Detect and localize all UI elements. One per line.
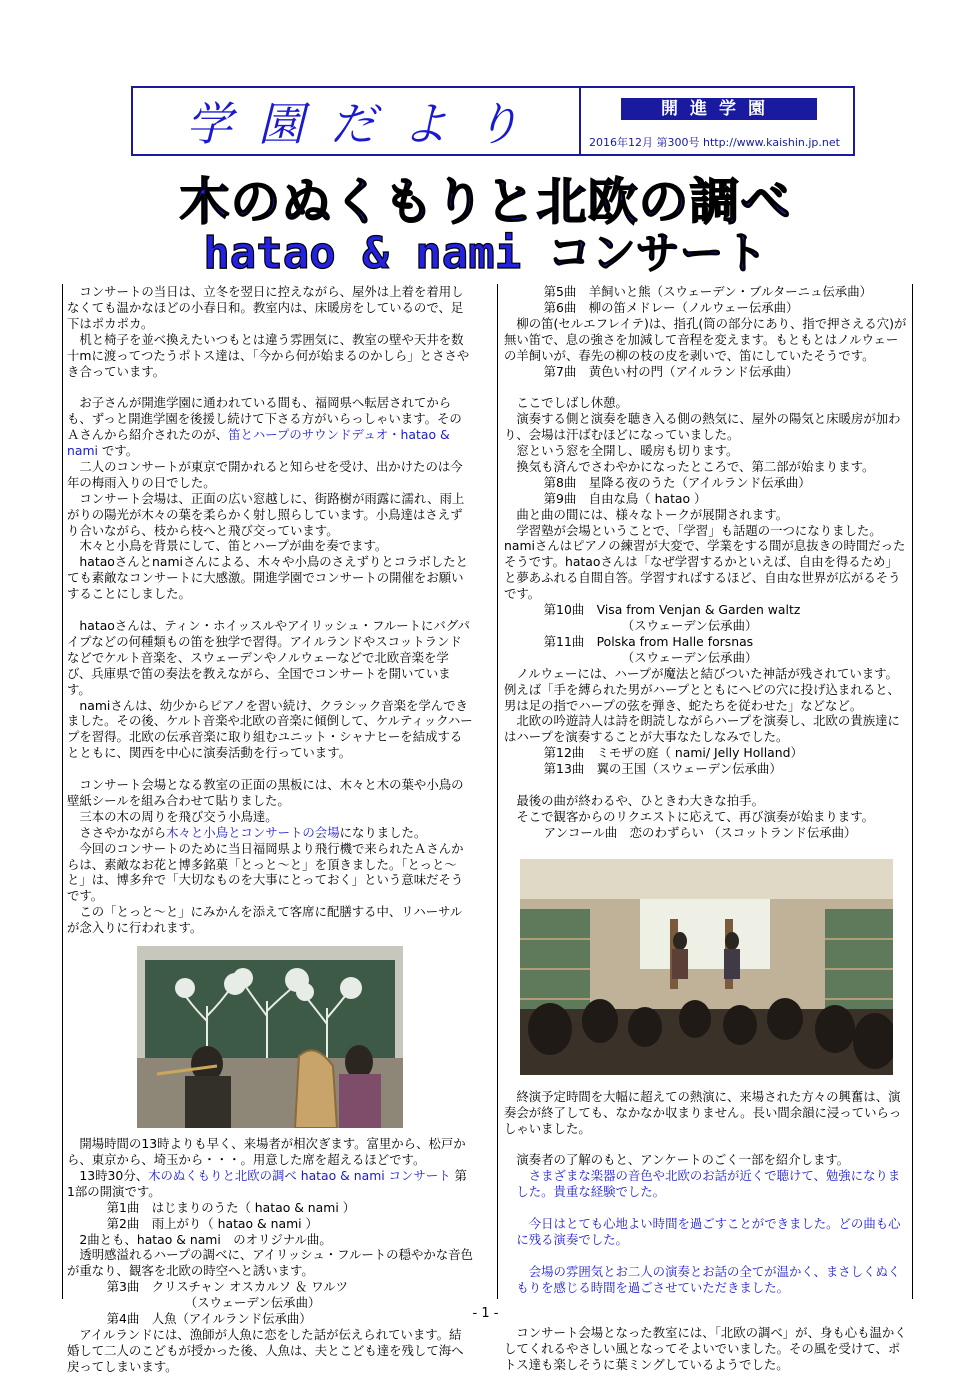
track-item: 第10曲 Visa from Venjan & Garden waltz <box>543 602 801 618</box>
paragraph: hataoさんとnamiさんによる、木々や小鳥のさえずりとコラボしたとても素敵なコンサートに大感激。開進学園でコンサートの開催をお願いすることにしました。 <box>67 554 468 602</box>
track-item: 第5曲 羊飼いと熊（スウェーデン・ブルターニュ伝承曲） <box>543 284 872 299</box>
issue-info: 2016年12月 第300号 http://www.kaishin.jp.net <box>589 136 840 149</box>
paragraph: 演奏する側と演奏を聴き入る側の熱気に、屋外の陽気と床暖房が加わり、会場は汗ばむほどになっていました。 <box>504 411 901 443</box>
page-number: - 1 - <box>472 1306 499 1321</box>
photo-performers <box>137 946 403 1128</box>
track-origin: （スウェーデン伝承曲） <box>621 618 758 634</box>
paragraph: 柳の笛(セルエフレイテ)は、指孔(筒の部分にあり、指で押さえる穴)が無い笛で、息の強さを加減して音程を変えます。もともとはノルウェーの羊飼いが、春先の柳の枝の皮を剥いで、笛にしていたそうです。 <box>504 315 907 363</box>
paragraph: この「とっと～と」にみかんを添えて客席に配膳する中、リハーサルが念入りに行われます。 <box>67 904 463 936</box>
subheadline: hatao & nami コンサート <box>203 228 768 279</box>
paragraph: 換気も済んでさわやかになったところで、第二部が始まります。 <box>516 458 875 474</box>
survey-quote: 今日はとても心地よい時間を過ごすことができました。どの曲も心に残る演奏でした。 <box>516 1215 901 1247</box>
headline: 木のぬくもりと北欧の調べ <box>179 173 792 231</box>
paragraph: お子さんが開進学園に通われている間も、福岡県へ転居されてからも、ずっと開進学園を後援し続けて下さる方がいらっしゃいます。そのＡさんから紹介されたのが、笛とハープのサウンドデュオ・hatao & nami です。 <box>67 395 462 459</box>
track-origin: （スウェーデン伝承曲） <box>184 1295 321 1311</box>
track-item: 第6曲 柳の笛メドレー（ノルウェー伝承曲） <box>543 299 799 315</box>
track-item: 第4曲 人魚（アイルランド伝承曲） <box>106 1311 312 1327</box>
paragraph: hataoさんは、ティン・ホイッスルやアイリッシュ・フルートにバグパイプなどの何種類もの笛を独学で習得。アイルランドやスコットランドなどでケルト音楽を、スウェーデンやノルウェーなどで北欧音楽を学び、兵庫県で笛の奏法を教えながら、全国でコンサートを開いています。 <box>67 618 470 697</box>
paragraph: コンサート会場となる教室の正面の黒板には、木々と木の葉や小鳥の壁紙シールを組み合わせて貼りました。 <box>67 777 464 808</box>
paragraph: 学習塾が会場ということで、「学習」も話題の一つになりました。namiさんはピアノの練習が大変で、学業をする間が息抜きの時間だったそうです。hataoさんは「なぜ学習するかといえば、自由を得るため」と夢あふれる自間自答。学習すればするほど、自由な世界が広がるそうです。 <box>504 522 906 602</box>
school-name: 開進学園 <box>621 98 817 120</box>
duo-name: 笛とハープのサウンドデュオ・hatao & nami <box>67 427 450 459</box>
paragraph: 最後の曲が終わるや、ひときわ大きな拍手。 <box>516 792 764 808</box>
track-origin: （スウェーデン伝承曲） <box>621 649 758 665</box>
track-item: 第13曲 翼の王国（スウェーデン伝承曲） <box>543 761 782 777</box>
paragraph: 終演予定時間を大幅に超えての熱演に、来場された方々の興奮は、演奏会が終了しても、なかなか収まりません。長い間余韻に浸っていらっしゃいました。 <box>504 1088 902 1136</box>
track-item: 第2曲 雨上がり（ hatao & nami ） <box>106 1215 318 1231</box>
paragraph: 北欧の吟遊詩人は詩を朗読しながらハープを演奏し、北欧の貴族達にはハープを演奏することが大事なたしなみでした。 <box>504 713 900 745</box>
track-item: 第9曲 自由な鳥（ hatao ） <box>543 490 707 506</box>
paragraph: 2曲とも、hatao & nami のオリジナル曲。 <box>79 1231 332 1247</box>
paragraph: 窓という窓を全開し、暖房も切ります。 <box>516 443 739 459</box>
paragraph: 二人のコンサートが東京で開かれると知らせを受け、出かけたのは今年の梅雨入りの日でした。 <box>67 458 463 490</box>
track-item: 第8曲 星降る夜のうた（アイルランド伝承曲） <box>543 474 811 490</box>
survey-quote: 会場の雰囲気とお二人の演奏とお話の全てが温かく、まさしくぬくもりを感じる時間を過ごさせていただきました。 <box>516 1263 901 1295</box>
paragraph: 三本の木の周りを飛び交う小鳥達。 <box>79 808 278 824</box>
track-item: 第3曲 クリスチャン オスカルソ ＆ ワルツ <box>106 1279 349 1295</box>
paragraph: ここでしばし休憩。 <box>516 395 628 411</box>
paragraph: 13時30分、木のぬくもりと北欧の調べ hatao & nami コンサート 第1部の開演です。 <box>67 1167 467 1199</box>
paragraph: 曲と曲の間には、様々なトークが展開されます。 <box>516 506 788 522</box>
left-column <box>62 284 473 1374</box>
newsletter-title: 学園だより <box>133 88 581 154</box>
photo-concert-room <box>520 859 893 1075</box>
paragraph: コンサート会場は、正面の広い窓越しに、街路樹が雨露に濡れ、雨上がりの陽光が木々の葉を柔らかく射し照らしています。小鳥達はさえずり合いながら、枝から枝へと飛び交っています。 <box>67 490 465 538</box>
paragraph: コンサートの当日は、立冬を翌日に控えながら、屋外は上着を着用しなくても温かなほどの小春日和。教室内は、床暖房をしているので、足下はポカポカ。 <box>67 284 464 331</box>
paragraph: ノルウェーには、ハープが魔法と結びついた神話が残されています。例えば「手を縛られた男がハープとともにヘビの穴に投げ込まれると、男は足の指でハープの弦を弾き、蛇たちを従わせた」などなど。 <box>504 665 900 713</box>
paragraph: ささやかながら木々と小鳥とコンサートの会場になりました。 <box>79 824 427 840</box>
paragraph: 机と椅子を並べ換えたいつもとは違う雰囲気に、教室の壁や天井を数十mに渡ってつたうポトス達は、「今から何が始まるのかしら」とささやき合っています。 <box>67 331 470 379</box>
paragraph: 演奏者の了解のもと、アンケートのごく一部を紹介します。 <box>516 1152 850 1168</box>
paragraph: 木々と小鳥を背景にして、笛とハープが曲を奏でます。 <box>79 538 388 554</box>
track-item: 第7曲 黄色い村の門（アイルランド伝承曲） <box>543 363 799 379</box>
track-item: アンコール曲 恋のわずらい （スコットランド伝承曲） <box>543 824 857 840</box>
track-item: 第12曲 ミモザの庭（ nami/ Jelly Holland） <box>543 745 803 761</box>
masthead-info <box>581 88 853 154</box>
masthead <box>131 86 855 156</box>
paragraph: そこで観客からのリクエストに応えて、再び演奏が始まります。 <box>516 808 874 824</box>
paragraph: namiさんは、幼少からピアノを習い続け、クラシック音楽を学んできました。その後、ケルト音楽や北欧の音楽に傾倒して、ケルティックハープを習得。北欧の伝承音楽に取り組むユニット・シャナヒーを結成するとともに、関西を中心に演奏活動を行っています。 <box>67 697 473 761</box>
paragraph: 開場時間の13時よりも早く、来場者が相次ぎます。富里から、松戸から、東京から、埼玉から・・・。用意した席を超えるほどです。 <box>67 1136 466 1168</box>
survey-quote: さまざまな楽器の音色や北欧のお話が近くで聴けて、勉強になりました。貴重な経験でした。 <box>516 1168 901 1200</box>
track-item: 第1曲 はじまりのうた（ hatao & nami ） <box>106 1199 356 1215</box>
paragraph: アイルランドには、漁師が人魚に恋をした話が伝えられています。結婚して二人のこどもが授かった後、人魚は、夫とこども達を残して海へ戻ってしまいます。 <box>67 1326 464 1374</box>
right-column <box>497 284 913 1373</box>
paragraph: 今回のコンサートのために当日福岡県より飛行機で来られたＡさんからは、素敵なお花と博多銘菓「とっと～と」を頂きました。「とっと～と」は、博多弁で「大切なものを大事にとっておく」という意味だそうです。 <box>67 840 464 904</box>
paragraph: コンサート会場となった教室には、「北欧の調べ」が、身も心も温かくしてくれるやさしい風となってそよいでいました。その風を受けて、ポトス達も楽しそうに葉ミングしているようでした。 <box>504 1325 907 1373</box>
paragraph: 透明感溢れるハープの調べに、アイリッシュ・フルートの穏やかな音色が重なり、観客を北欧の時空へと誘います。 <box>67 1247 473 1279</box>
track-item: 第11曲 Polska from Halle forsnas <box>543 633 754 649</box>
concert-title-inline: 木のぬくもりと北欧の調べ hatao & nami コンサート <box>148 1167 451 1183</box>
